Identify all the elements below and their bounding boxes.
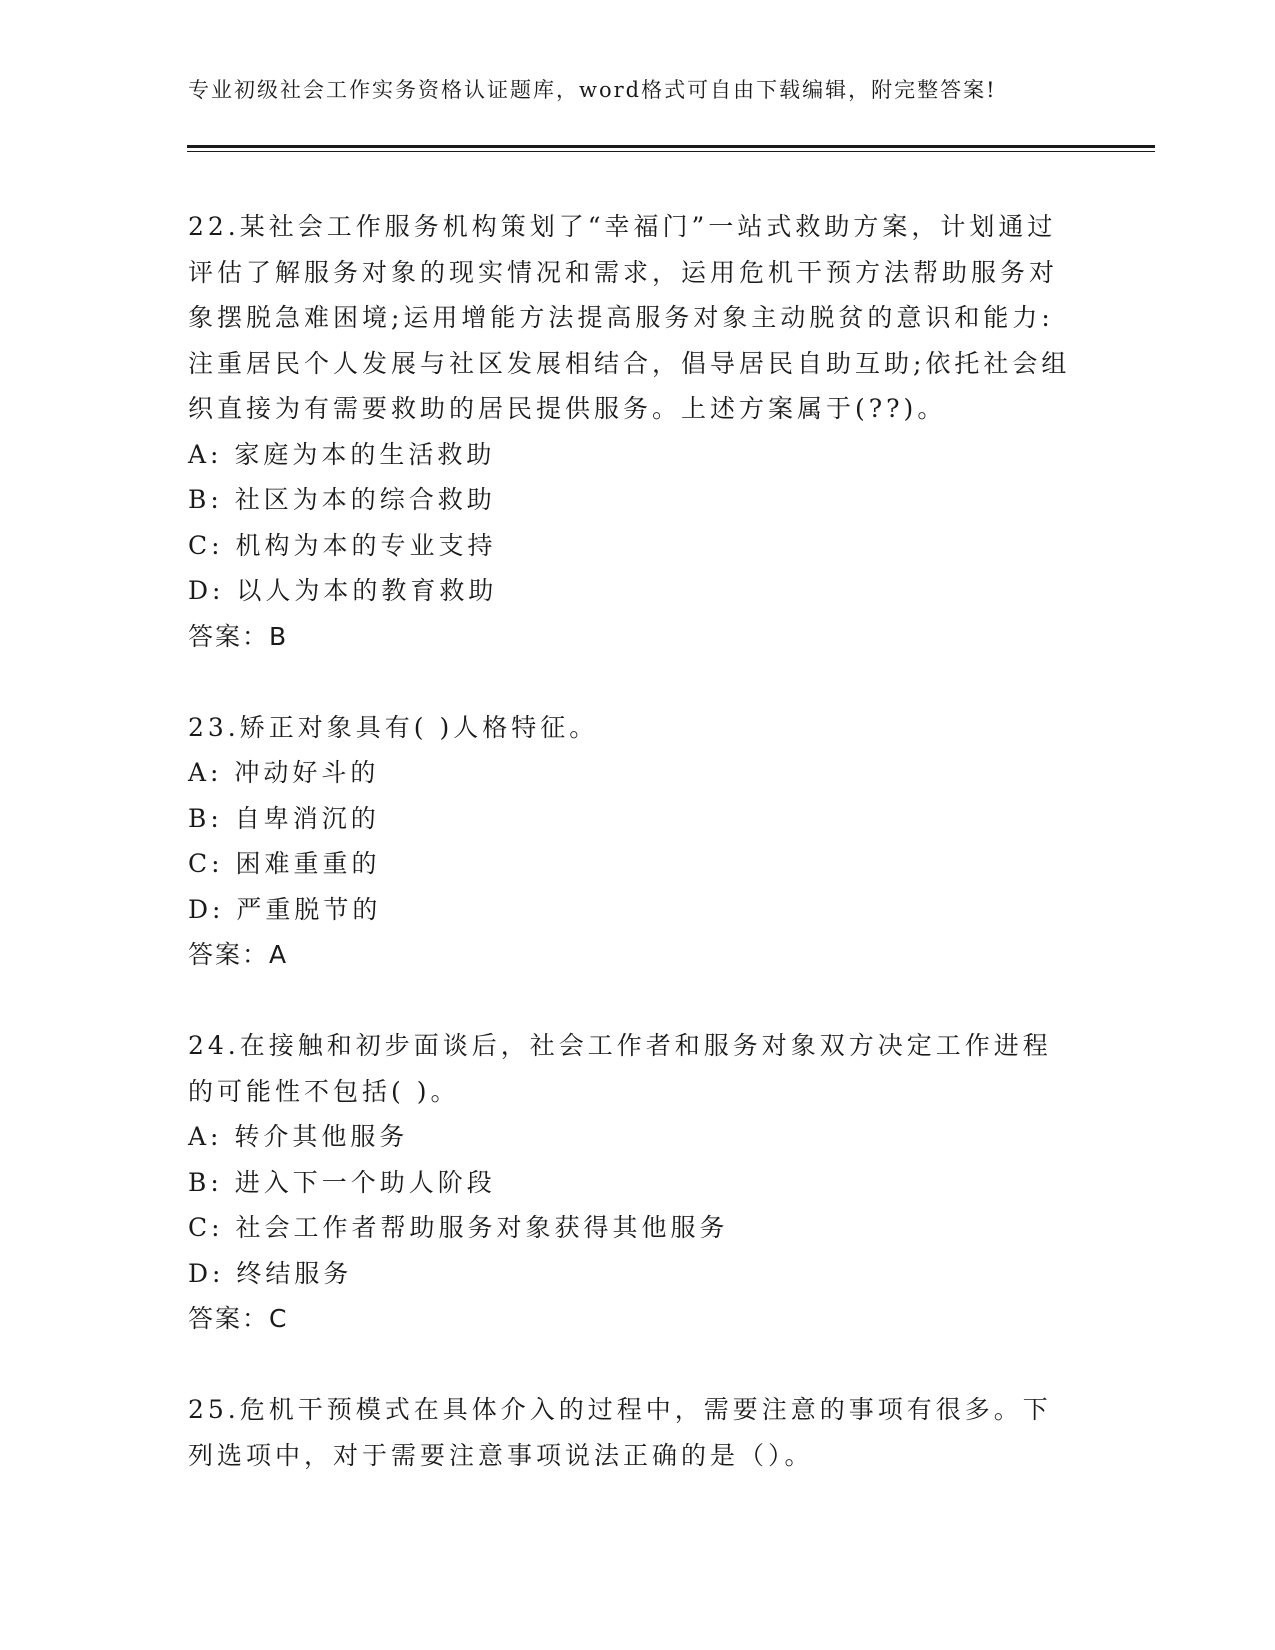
question-spacer [188,978,1078,1024]
question-24 [188,1023,1078,1342]
option-a: A: 转介其他服务 [188,1122,409,1151]
option-d: D: 严重脱节的 [188,894,382,924]
question-spacer [188,659,1078,705]
option-a: A: 家庭为本的生活救助 [188,439,496,469]
question-list [188,204,1078,1478]
option-b: B: 进入下一个助人阶段 [188,1167,496,1197]
answer: 答案：C [188,1304,289,1333]
answer: 答案：A [188,940,289,969]
answer: 答案：B [188,621,289,651]
option-b: B: 社区为本的综合救助 [188,485,496,514]
question-stem: 24.在接触和初步面谈后，社会工作者和服务对象双方决定工作进程的可能性不包括( )。 [188,1031,1052,1106]
option-b: B: 自卑消沉的 [188,803,380,833]
option-d: D: 终结服务 [188,1258,353,1288]
page-header: 专业初级社会工作实务资格认证题库，word格式可自由下载编辑，附完整答案! [188,78,997,102]
header-divider [187,145,1155,152]
option-a: A: 冲动好斗的 [188,758,380,787]
question-25 [188,1387,1078,1478]
question-stem: 25.危机干预模式在具体介入的过程中，需要注意的事项有很多。下列选项中，对于需要注意事项说法正确的是（）。 [188,1395,1052,1470]
question-23 [188,705,1078,978]
question-spacer [188,1342,1078,1388]
option-d: D: 以人为本的教育救助 [188,576,498,605]
question-22 [188,204,1078,659]
option-c: C: 机构为本的专业支持 [188,530,497,560]
question-stem: 22.某社会工作服务机构策划了“幸福门”一站式救助方案，计划通过评估了解服务对象的现实情况和需求，运用危机干预方法帮助服务对象摆脱急难困境;运用增能方法提高服务对象主动脱贫的意识和能力:注重居民个人发展与社区发展相结合，倡导居民自助互助;依托社会组织直接为有需要救助的居民提供服务。上述方案属于(??)。 [188,212,1071,423]
option-c: C: 困难重重的 [188,849,381,878]
option-c: C: 社会工作者帮助服务对象获得其他服务 [188,1213,729,1242]
question-stem: 23.矫正对象具有( )人格特征。 [188,712,599,742]
